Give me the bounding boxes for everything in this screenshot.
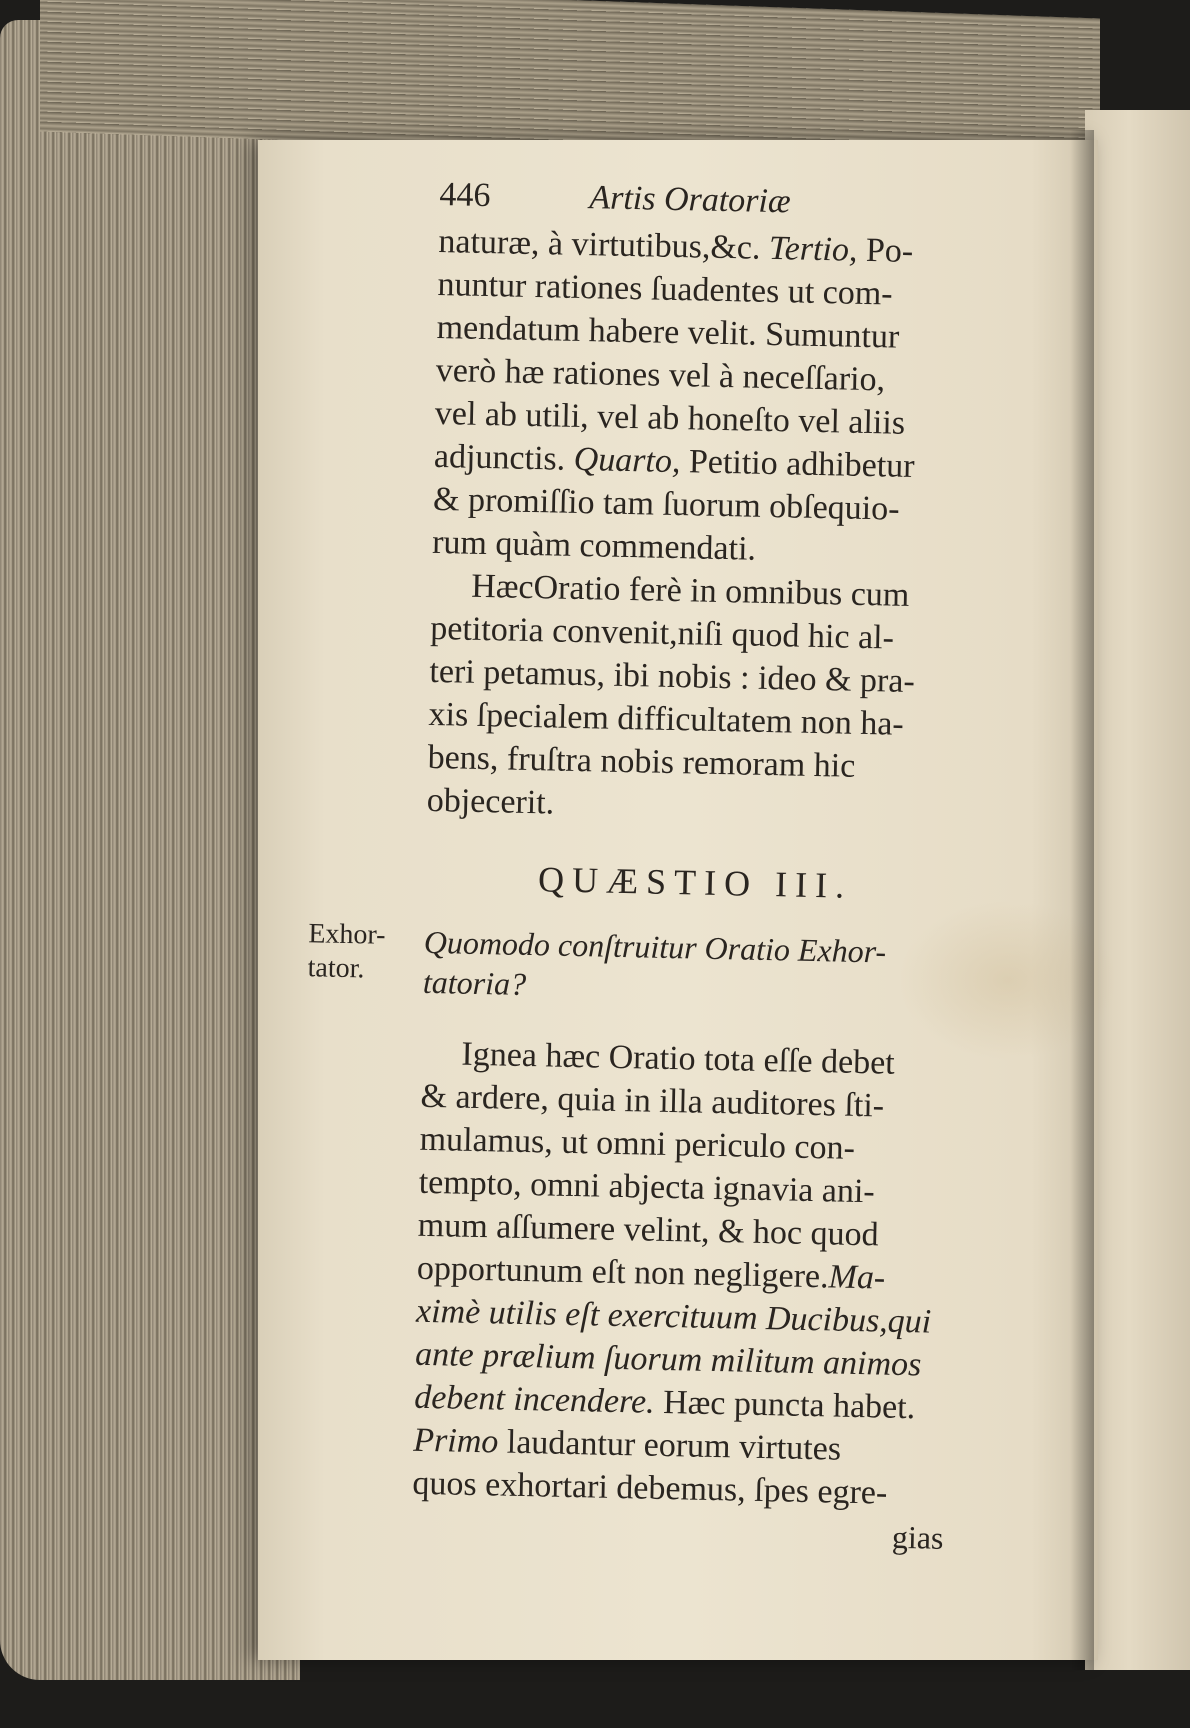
question-line: tatoria?	[422, 963, 527, 1002]
line-text: & promiſſio tam ſuorum obſequio-	[432, 480, 900, 528]
line-text: opportunum eſt non negligere.	[416, 1249, 829, 1296]
italic-text: debent incendere.	[413, 1378, 656, 1421]
italic-text: Tertio,	[768, 229, 858, 269]
line-text: verò hæ rationes vel à neceſſario,	[435, 351, 886, 399]
paragraph-2-line: teri petamus, ibi nobis : ideo & pra-	[429, 652, 916, 701]
paragraph-2	[426, 564, 971, 833]
margin-note	[307, 917, 386, 987]
section-title: QUÆSTIO III.	[537, 859, 853, 906]
line-text: rum quàm commendati.	[431, 523, 757, 568]
section-question	[423, 922, 965, 1013]
book-page-edges	[0, 20, 300, 1680]
line-text: mendatum habere velit. Sumuntur	[436, 308, 900, 356]
margin-note-line: Exhor-	[308, 918, 386, 951]
italic-text: Quarto,	[573, 440, 681, 481]
line-text: Hæc puncta habet.	[654, 1383, 916, 1427]
line-text: mulamus, ut omni periculo con-	[419, 1120, 856, 1167]
line-text: Petitio adhibetur	[680, 443, 915, 485]
paragraph-1	[432, 220, 979, 575]
italic-text: Ma-	[828, 1258, 886, 1297]
line-text: nuntur rationes ſuadentes ut com-	[437, 265, 893, 313]
paragraph-2-line: objecerit.	[426, 781, 555, 822]
italic-text: ante prælium ſuorum militum animos	[414, 1335, 922, 1384]
paragraph-2-line: bens, fruſtra nobis remoram hic	[427, 738, 856, 785]
margin-note-line: tator.	[307, 952, 365, 985]
line-text: naturæ, à virtutibus,&c.	[438, 222, 770, 267]
italic-text: Primo	[413, 1421, 499, 1461]
line-text: Po-	[857, 231, 914, 270]
paragraph-2-line: xis ſpecialem difficultatem non ha-	[428, 695, 905, 743]
question-line: Quomodo conſtruitur Oratio Exhor-	[423, 923, 887, 970]
paragraph-3	[412, 1032, 962, 1516]
page-number: 446	[439, 175, 491, 215]
paragraph-2-line: petitoria convenit,niſi quod hic al-	[430, 609, 895, 657]
line-text: vel ab utili, vel ab honeſto vel aliis	[434, 394, 906, 442]
line-text: Ignea hæc Oratio tota eſſe debet	[461, 1035, 896, 1082]
line-text: quos exhortari debemus, ſpes egre-	[412, 1464, 888, 1512]
italic-text: ximè utilis eſt exercituum Ducibus,qui	[415, 1292, 932, 1341]
facing-page	[1085, 110, 1190, 1670]
running-title: Artis Oratoriæ	[589, 179, 792, 221]
line-text: adjunctis.	[433, 437, 575, 478]
line-text: & ardere, quia in illa auditores ſti-	[420, 1077, 885, 1125]
line-text: laudantur eorum virtutes	[497, 1423, 842, 1468]
paragraph-2-line: HæcOratio ferè in omnibus cum	[470, 567, 910, 614]
line-text: mum aſſumere velint, & hoc quod	[417, 1206, 879, 1254]
line-text: tempto, omni abjecta ignavia ani-	[418, 1163, 876, 1211]
page-text	[411, 170, 980, 1557]
spine-shadow	[1070, 130, 1094, 1670]
catchword: gias	[891, 1518, 944, 1556]
